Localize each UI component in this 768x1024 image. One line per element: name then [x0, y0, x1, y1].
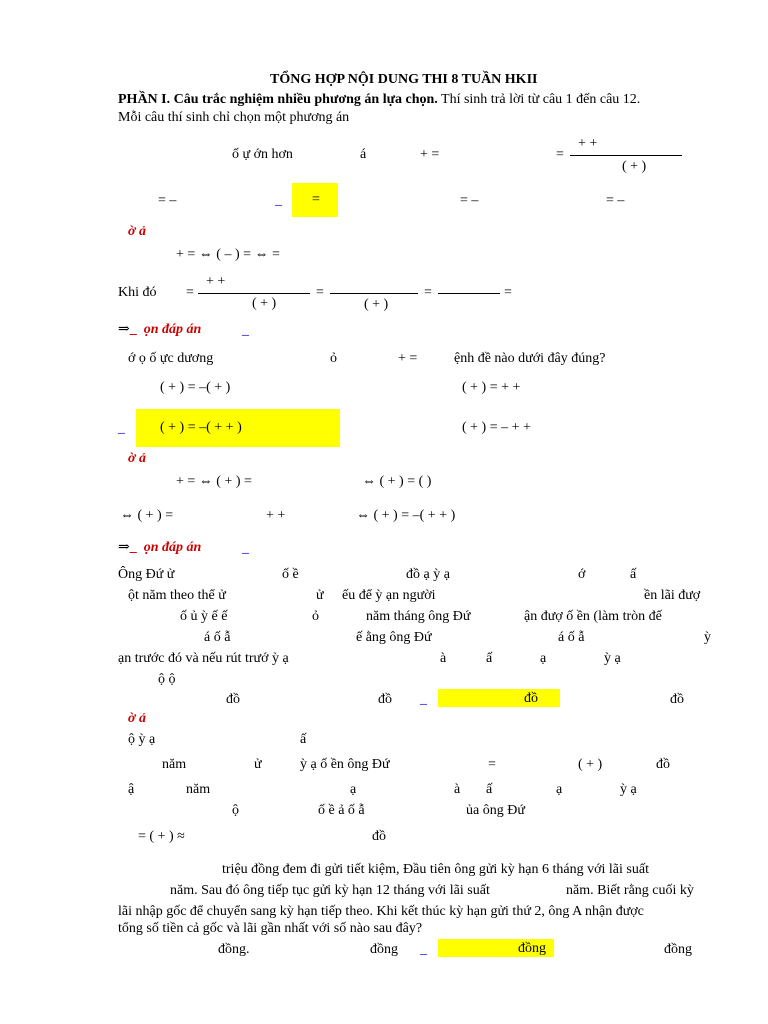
q3-line1-d: ớ	[578, 567, 586, 582]
q3-solution-5: = ( + ) ≈	[138, 829, 185, 844]
q2-solution-label: ờ ả	[128, 451, 147, 466]
q2-answer-choice: _	[242, 541, 249, 556]
q1-f1-num: + +	[206, 274, 226, 289]
q3-line2-a: ột năm theo thể ử	[128, 588, 226, 603]
q1-eq-3: =	[424, 285, 432, 300]
q4-line2-b: năm. Biết rằng cuối kỳ	[566, 883, 694, 898]
q3-line6: ộ ộ	[158, 672, 176, 687]
q3-line4-d: ỳ	[704, 630, 711, 645]
q3-solution-3d: à	[454, 782, 461, 797]
q2-option-c: ( + ) = –( + + )	[160, 420, 242, 435]
q4-option-a: đồng.	[218, 942, 250, 957]
q3-solution-4b: ố ề ả ố ẫ	[318, 803, 365, 818]
q1-answer-arrow: ⇒	[118, 322, 130, 337]
q1-f1-bar	[198, 293, 310, 294]
q1-option-a: = –	[158, 193, 177, 208]
q3-line2-c: ếu để ỳ ạn người	[342, 588, 436, 603]
q3-line4-b: ế ằng ông Đứ	[356, 630, 432, 645]
q4-option-b: đồng	[370, 942, 398, 957]
q2-option-a: ( + ) = –( + )	[160, 380, 231, 395]
q1-answer-mark-red: _	[129, 322, 137, 337]
q2-solution-1: + = ⇔ ( + ) =	[176, 474, 252, 489]
q4-line4: tổng số tiền cả gốc và lãi gần nhất với số nào sau đây?	[118, 921, 423, 936]
q2-solution-3: ⇔ ( + ) =	[120, 508, 174, 523]
q3-solution-2c: ỳ ạ ố ền ông Đứ	[300, 757, 390, 772]
q3-solution-3c: ạ	[350, 782, 357, 797]
q1-f2-den: ( + )	[364, 297, 389, 312]
q2-option-b: ( + ) = + +	[462, 380, 521, 395]
q3-line1-e: ấ	[630, 567, 637, 582]
q3-line5-e: ỳ ạ	[604, 651, 621, 666]
q1-eq-4: =	[504, 285, 512, 300]
q3-solution-4a: ộ	[232, 803, 239, 818]
q1-solution-label: ờ ả	[128, 224, 147, 239]
q1-stem-a: ố ự ớn hơn	[232, 147, 293, 162]
q3-solution-3f: ạ	[556, 782, 563, 797]
q1-f3-bar	[438, 293, 500, 294]
q3-solution-3g: ỳ ạ	[620, 782, 637, 797]
q3-solution-5b: đồ	[372, 829, 386, 844]
q4-line2-a: năm. Sau đó ông tiếp tục gửi kỳ hạn 12 tháng với lãi suất	[170, 883, 490, 898]
q3-solution-3a: ậ	[128, 782, 135, 797]
q2-solution-4: ⇔ ( + ) = –( + + )	[356, 508, 456, 523]
q3-line5-d: ạ	[540, 651, 547, 666]
q4-line3: lãi nhập gốc để chuyển sang kỳ hạn tiếp theo. Khi kết thúc kỳ hạn gửi thứ 2, ông A nhận được	[118, 904, 644, 919]
q3-line1-b: ố ề	[282, 567, 299, 582]
q1-f2-bar	[330, 293, 418, 294]
q3-solution-2e: ( + )	[578, 757, 603, 772]
q1-stem-c: + =	[420, 147, 440, 162]
q3-option-b: đồ	[378, 692, 392, 707]
q3-line2-b: ử	[316, 588, 324, 603]
q1-frac-den: ( + )	[622, 159, 647, 174]
q3-solution-2d: =	[488, 757, 496, 772]
q2-answer-arrow: ⇒	[118, 540, 130, 555]
part-heading-rest: Thí sinh trả lời từ câu 1 đến câu 12.	[437, 92, 641, 107]
q4-option-d: đồng	[664, 942, 692, 957]
q1-answer-mark: _	[275, 193, 282, 208]
q2-answer-mark: _	[118, 421, 125, 436]
q1-stem-d: =	[556, 147, 564, 162]
q2-solution-2: ⇔ ( + ) = ( )	[362, 474, 432, 489]
q3-line1-c: đồ ạ ỳ ạ	[406, 567, 450, 582]
q3-line3-b: ỏ	[312, 609, 319, 624]
part-instruction: Mỗi câu thí sinh chỉ chọn một phương án	[118, 110, 350, 125]
q3-solution-3e: ấ	[486, 782, 493, 797]
q3-line4-a: á ố ẫ	[204, 630, 231, 645]
q1-option-b: =	[312, 192, 320, 207]
q3-option-d: đồ	[670, 692, 684, 707]
q1-option-d: = –	[606, 193, 625, 208]
q3-line3-d: ận đượ ố ền (làm tròn đế	[524, 609, 662, 624]
q1-answer-line	[118, 322, 201, 338]
q3-solution-1b: ấ	[300, 732, 307, 747]
q3-line2-d: ền lãi đượ	[644, 588, 701, 603]
q3-line3-a: ố ủ ỳ ế ế	[180, 609, 228, 624]
q1-eq-2: =	[316, 285, 324, 300]
q3-line5-b: à	[440, 651, 447, 666]
q3-option-c: đồ	[524, 691, 538, 706]
q1-answer-choice: _	[242, 323, 249, 338]
q1-khi-do: Khi đó	[118, 285, 157, 300]
q3-line5-a: ạn trước đó và nếu rút trướ ỳ ạ	[118, 651, 289, 666]
q2-option-d: ( + ) = – + +	[462, 420, 531, 435]
part-heading	[118, 92, 640, 108]
q3-solution-2f: đồ	[656, 757, 670, 772]
q2-answer-mark-red: _	[129, 540, 137, 555]
q3-solution-4c: ủa ông Đứ	[466, 803, 525, 818]
q3-answer-mark: _	[420, 692, 427, 707]
q2-answer-line	[118, 540, 201, 556]
q1-f1-den: ( + )	[252, 296, 277, 311]
q1-eq-1: =	[186, 285, 194, 300]
q3-line5-c: ấ	[486, 651, 493, 666]
q1-option-c: = –	[460, 193, 479, 208]
q4-answer-mark: _	[420, 942, 427, 957]
q2-stem-a: ớ ọ ố ực dương	[128, 351, 214, 366]
q1-stem-b: á	[360, 147, 367, 162]
q2-solution-3b: + +	[266, 508, 286, 523]
q3-solution-2b: ử	[254, 757, 262, 772]
q3-solution-2a: năm	[162, 757, 187, 772]
q4-option-c: đồng	[518, 941, 546, 956]
part-heading-bold: PHẦN I. Câu trắc nghiệm nhiều phương án lựa chọn.	[118, 92, 438, 107]
q3-solution-label: ờ ả	[128, 711, 147, 726]
q1-frac-bar	[570, 155, 682, 156]
q3-option-a: đồ	[226, 692, 240, 707]
q2-stem-c: + =	[398, 351, 418, 366]
q1-solution-line: + = ⇔ ( – ) = ⇔ =	[176, 247, 280, 262]
q2-stem-d: ệnh đề nào dưới đây đúng?	[454, 351, 606, 366]
q3-answer-highlight	[438, 689, 560, 707]
q2-stem-b: ỏ	[330, 351, 337, 366]
page-title: TỔNG HỢP NỘI DUNG THI 8 TUẦN HKII	[270, 72, 538, 87]
q2-answer-text: ọn đáp án	[143, 540, 202, 555]
q4-line1: triệu đồng đem đi gửi tiết kiệm, Đầu tiên ông gửi kỳ hạn 6 tháng với lãi suất	[222, 862, 649, 877]
q3-solution-1a: ộ ỳ ạ	[128, 732, 156, 747]
q1-frac-num: + +	[578, 136, 598, 151]
q3-line3-c: năm tháng ông Đứ	[366, 609, 471, 624]
q3-line1-a: Ông Đứ ử	[118, 567, 175, 582]
q1-answer-text: ọn đáp án	[143, 322, 202, 337]
q3-line4-c: á ố ẫ	[558, 630, 585, 645]
q3-solution-3b: năm	[186, 782, 211, 797]
